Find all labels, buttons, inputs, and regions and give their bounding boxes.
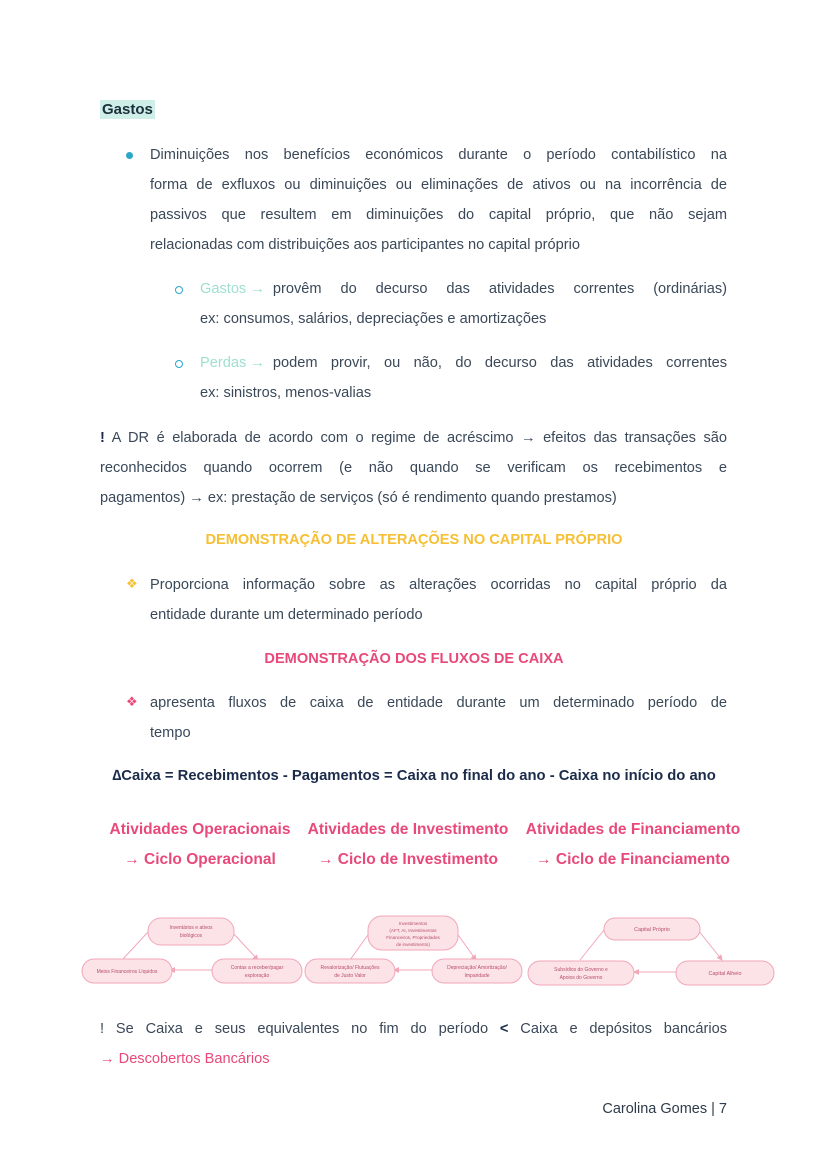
cycle-arrow	[698, 930, 722, 960]
text-line: passivos que resultem em diminuições do capital próprio, que não sejam	[150, 207, 727, 223]
term-perdas: Perdas →	[200, 355, 265, 371]
node-label: Meios Financeiros Líquidos	[96, 969, 158, 975]
text-line: apresenta fluxos de caixa de entidade durante um determinado período de	[150, 695, 727, 711]
node-revaluation	[305, 959, 395, 983]
node-label: exploração	[244, 973, 270, 979]
diamond-bullet-icon: ❖	[126, 694, 138, 709]
node-label: de Justo Valor	[334, 973, 366, 979]
node-label: de investimento)	[396, 942, 430, 947]
diamond-bullet-icon: ❖	[126, 576, 138, 591]
node-receivables	[212, 959, 302, 983]
text-line: relacionadas com distribuições aos participantes no capital próprio	[150, 237, 580, 253]
node-label: Revalorização/ Flutuações	[320, 965, 380, 971]
activity-financing	[518, 815, 748, 875]
text-line: ex: sinistros, menos-valias	[200, 385, 372, 401]
cash-formula: ∆Caixa = Recebimentos - Pagamentos = Caixa no final do ano - Caixa no início do ano	[112, 768, 716, 784]
term-gastos: Gastos →	[200, 281, 265, 297]
node-label: biológicos	[179, 933, 203, 939]
text-line: pagamentos) → ex: prestação de serviços (só é rendimento quando prestamos)	[100, 490, 617, 506]
activity-investment	[303, 815, 513, 875]
bullet-dot-icon	[126, 152, 133, 159]
node-label: Financeiros, Propriedades	[386, 935, 440, 940]
activity-title: Atividades de Financiamento	[525, 821, 741, 838]
investment-cycle	[305, 916, 522, 983]
cycle-arrow	[350, 932, 370, 960]
less-than-sign: <	[499, 1021, 509, 1037]
text-line: entidade durante um determinado período	[150, 607, 423, 623]
text-line: podem provir, ou não, do decurso das atividades correntes	[272, 355, 727, 371]
exclamation-mark: !	[100, 1021, 105, 1037]
note-overdraft	[100, 1014, 727, 1074]
text-line: reconhecidos quando ocorrem (e não quando se verificam os recebimentos e	[100, 460, 727, 476]
sub-item-perdas	[200, 348, 727, 408]
text-fragment: Se Caixa e seus equivalentes no fim do período	[115, 1021, 489, 1037]
node-depreciation	[432, 959, 522, 983]
node-label: (AFT, AI, Investimentos	[389, 928, 437, 933]
cycle-diagrams	[0, 910, 828, 1000]
text-line: Diminuições nos benefícios económicos durante o período contabilístico na	[150, 147, 727, 163]
text-fragment: Caixa e depósitos bancários	[520, 1021, 727, 1037]
note-dr	[100, 423, 727, 513]
gastos-definition	[150, 140, 727, 260]
text-line: A DR é elaborada de acordo com o regime de acréscimo → efeitos das transações são	[111, 430, 728, 446]
operational-cycle	[82, 918, 302, 983]
node-subsidies	[528, 961, 634, 985]
dacp-description	[150, 570, 727, 630]
page-footer: Carolina Gomes | 7	[602, 1101, 727, 1117]
activity-operational	[100, 815, 300, 875]
section-title-gastos: Gastos	[102, 101, 153, 118]
section-title-dacp: DEMONSTRAÇÃO DE ALTERAÇÕES NO CAPITAL PRÓPRIO	[205, 532, 623, 548]
node-label: Depreciação/ Amortização/	[447, 965, 507, 971]
exclamation-mark: !	[100, 430, 105, 446]
bullet-ring-icon	[175, 360, 183, 368]
cycle-arrow	[122, 932, 148, 960]
sub-item-gastos	[200, 274, 727, 334]
node-label: Subsídios do Governo e	[554, 967, 608, 973]
node-inventories	[148, 918, 234, 945]
cycle-arrow	[456, 932, 476, 960]
activity-cycle: → Ciclo de Financiamento	[536, 851, 730, 868]
node-label: Contas a receber/pagar	[230, 965, 284, 971]
activity-title: Atividades de Investimento	[307, 821, 509, 838]
node-label: Apoios do Governo	[559, 975, 603, 981]
text-line: ex: consumos, salários, depreciações e amortizações	[200, 311, 547, 327]
financing-cycle	[528, 918, 774, 985]
text-line: tempo	[150, 725, 191, 741]
cycle-arrow	[580, 930, 604, 960]
node-label: Capital Alheio	[708, 971, 742, 977]
node-label: Imparidade	[464, 973, 490, 979]
activity-cycle: → Ciclo de Investimento	[317, 851, 498, 868]
activity-cycle: → Ciclo Operacional	[124, 851, 276, 868]
activity-title: Atividades Operacionais	[109, 821, 291, 838]
dfc-description	[150, 688, 727, 748]
cycle-arrow	[232, 932, 258, 960]
section-title-dfc: DEMONSTRAÇÃO DOS FLUXOS DE CAIXA	[264, 651, 564, 667]
text-line: forma de exfluxos ou diminuições ou eliminações de ativos ou na incorrência de	[150, 177, 727, 193]
text-line: Proporciona informação sobre as alterações ocorridas no capital próprio da	[150, 577, 727, 593]
overdraft-result: → Descobertos Bancários	[100, 1051, 270, 1067]
node-label: Capital Próprio	[634, 927, 670, 933]
text-line: provêm do decurso das atividades correntes (ordinárias)	[272, 281, 727, 297]
bullet-ring-icon	[175, 286, 183, 294]
node-label: Investimentos	[398, 921, 428, 926]
node-label: Inventários e ativos	[169, 925, 213, 931]
